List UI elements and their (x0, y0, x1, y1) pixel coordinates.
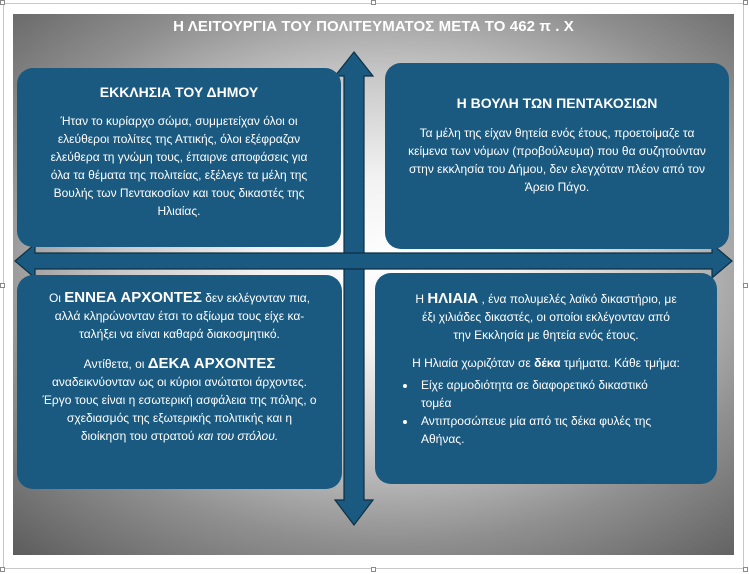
iliaia-paragraph-1 (375, 290, 717, 344)
archontes-text: δεν εκλέγονταν πια, (201, 291, 311, 305)
iliaia-line: την Εκκλησία με θητεία ενός έτους. (453, 328, 639, 342)
ekklisia-line: ελεύθεροι πολίτες της Αττικής, όλοι εξέφραζαν (57, 132, 301, 146)
selection-handle (0, 567, 5, 572)
selection-handle (743, 0, 748, 5)
vouli-line: κείμενα των νόμων (προβούλευμα) που θα συζητούνταν (408, 144, 706, 158)
vouli-text (385, 124, 729, 196)
slide-canvas (13, 14, 734, 555)
iliaia-line: έξι χιλιάδες δικαστές, οι οποίοι εκλέγονταν από (422, 310, 670, 324)
ekklisia-heading: ΕΚΚΛΗΣΙΑ ΤΟΥ ΔΗΜΟΥ (99, 84, 259, 100)
ekklisia-text (17, 112, 341, 220)
iliaia-text: Η Ηλιαία χωριζόταν σε (412, 356, 535, 370)
vouli-line: στην εκκλησία του Δήμου, δεν ελεγχόταν πλέον από τον (409, 162, 705, 176)
archontes-line: Έργο τους είναι η εσωτερική ασφάλεια της πόλης, ο (42, 393, 317, 407)
iliaia-text: τμήματα. Κάθε τμήμα: (560, 356, 680, 370)
vouli-heading: Η ΒΟΥΛΗ ΤΩΝ ΠΕΝΤΑΚΟΣΙΩΝ (456, 95, 658, 111)
selection-handle (743, 283, 748, 288)
vouli-line: Τα μέλη της είχαν θητεία ενός έτους, προετοίμαζε τα (419, 126, 695, 140)
archontes-italic-text: και του στόλου. (197, 429, 279, 443)
iliaia-bold-text: δέκα (534, 356, 561, 370)
ekklisia-line: ελεύθερα τη γνώμη τους, έπαιρνε αποφάσεις για (50, 150, 308, 164)
selection-handle (371, 567, 376, 572)
selection-handle (0, 283, 5, 288)
archontes-line: ταλήξει να είναι καθαρά διακοσμητικό. (79, 327, 280, 341)
archontes-paragraph-1 (17, 289, 342, 343)
archontes-line: σχεδιασμός της εξωτερικής πολιτικής και η (66, 411, 293, 425)
ekklisia-line: όλα τα θέματα της πολιτείας, εξέλεγε τα μέλη της (50, 168, 308, 182)
ekklisia-line: Ηλιαίας. (157, 204, 201, 218)
slide-title: Η ΛΕΙΤΟΥΡΓΙΑ ΤΟΥ ΠΟΛΙΤΕΥΜΑΤΟΣ ΜΕΤΑ ΤΟ 462 π . Χ (173, 18, 574, 35)
selection-handle (371, 0, 376, 5)
iliaia-text: , ένα πολυμελές λαϊκό δικαστήριο, με (478, 292, 677, 306)
ekklisia-box (17, 68, 341, 247)
archontes-paragraph-2 (17, 355, 342, 445)
vouli-box (385, 63, 729, 249)
archontes-line: αλλά κληρώνονταν έτσι το αξίωμα τους είχε κα- (54, 309, 305, 323)
archontes-text: Αντίθετα, οι (83, 357, 148, 371)
ekklisia-line: Βουλής των Πεντακοσίων και τους δικαστές της (53, 186, 305, 200)
selection-handle (743, 567, 748, 572)
iliaia-paragraph-2 (375, 354, 717, 372)
archontes-line: διοίκηση του στρατού (80, 429, 198, 443)
ennea-archontes-label: ΕΝΝΕΑ ΑΡΧΟΝΤΕΣ (64, 289, 202, 306)
deka-archontes-label: ΔΕΚΑ ΑΡΧΟΝΤΕΣ (147, 355, 276, 372)
list-item: • Αντιπροσώπευε μία από τις δέκα φυλές της Αθήνας. (417, 412, 717, 448)
ekklisia-line: Ήταν το κυρίαρχο σώμα, συμμετείχαν όλοι οι (60, 114, 298, 128)
iliaia-box (375, 273, 717, 484)
archontes-box (17, 275, 342, 489)
iliaia-bullet-list (375, 376, 717, 448)
selection-handle (0, 0, 5, 5)
archontes-line: αναδεικνύονταν ως οι κύριοι ανώτατοι άρχοντες. (51, 375, 308, 389)
archontes-text: Οι (48, 291, 65, 305)
iliaia-label: ΗΛΙΑΙΑ (427, 290, 479, 307)
list-item: • Είχε αρμοδιότητα σε διαφορετικό δικαστικό τομέα (417, 376, 717, 412)
vouli-line: Άρειο Πάγο. (524, 180, 590, 194)
iliaia-text: Η (415, 292, 428, 306)
